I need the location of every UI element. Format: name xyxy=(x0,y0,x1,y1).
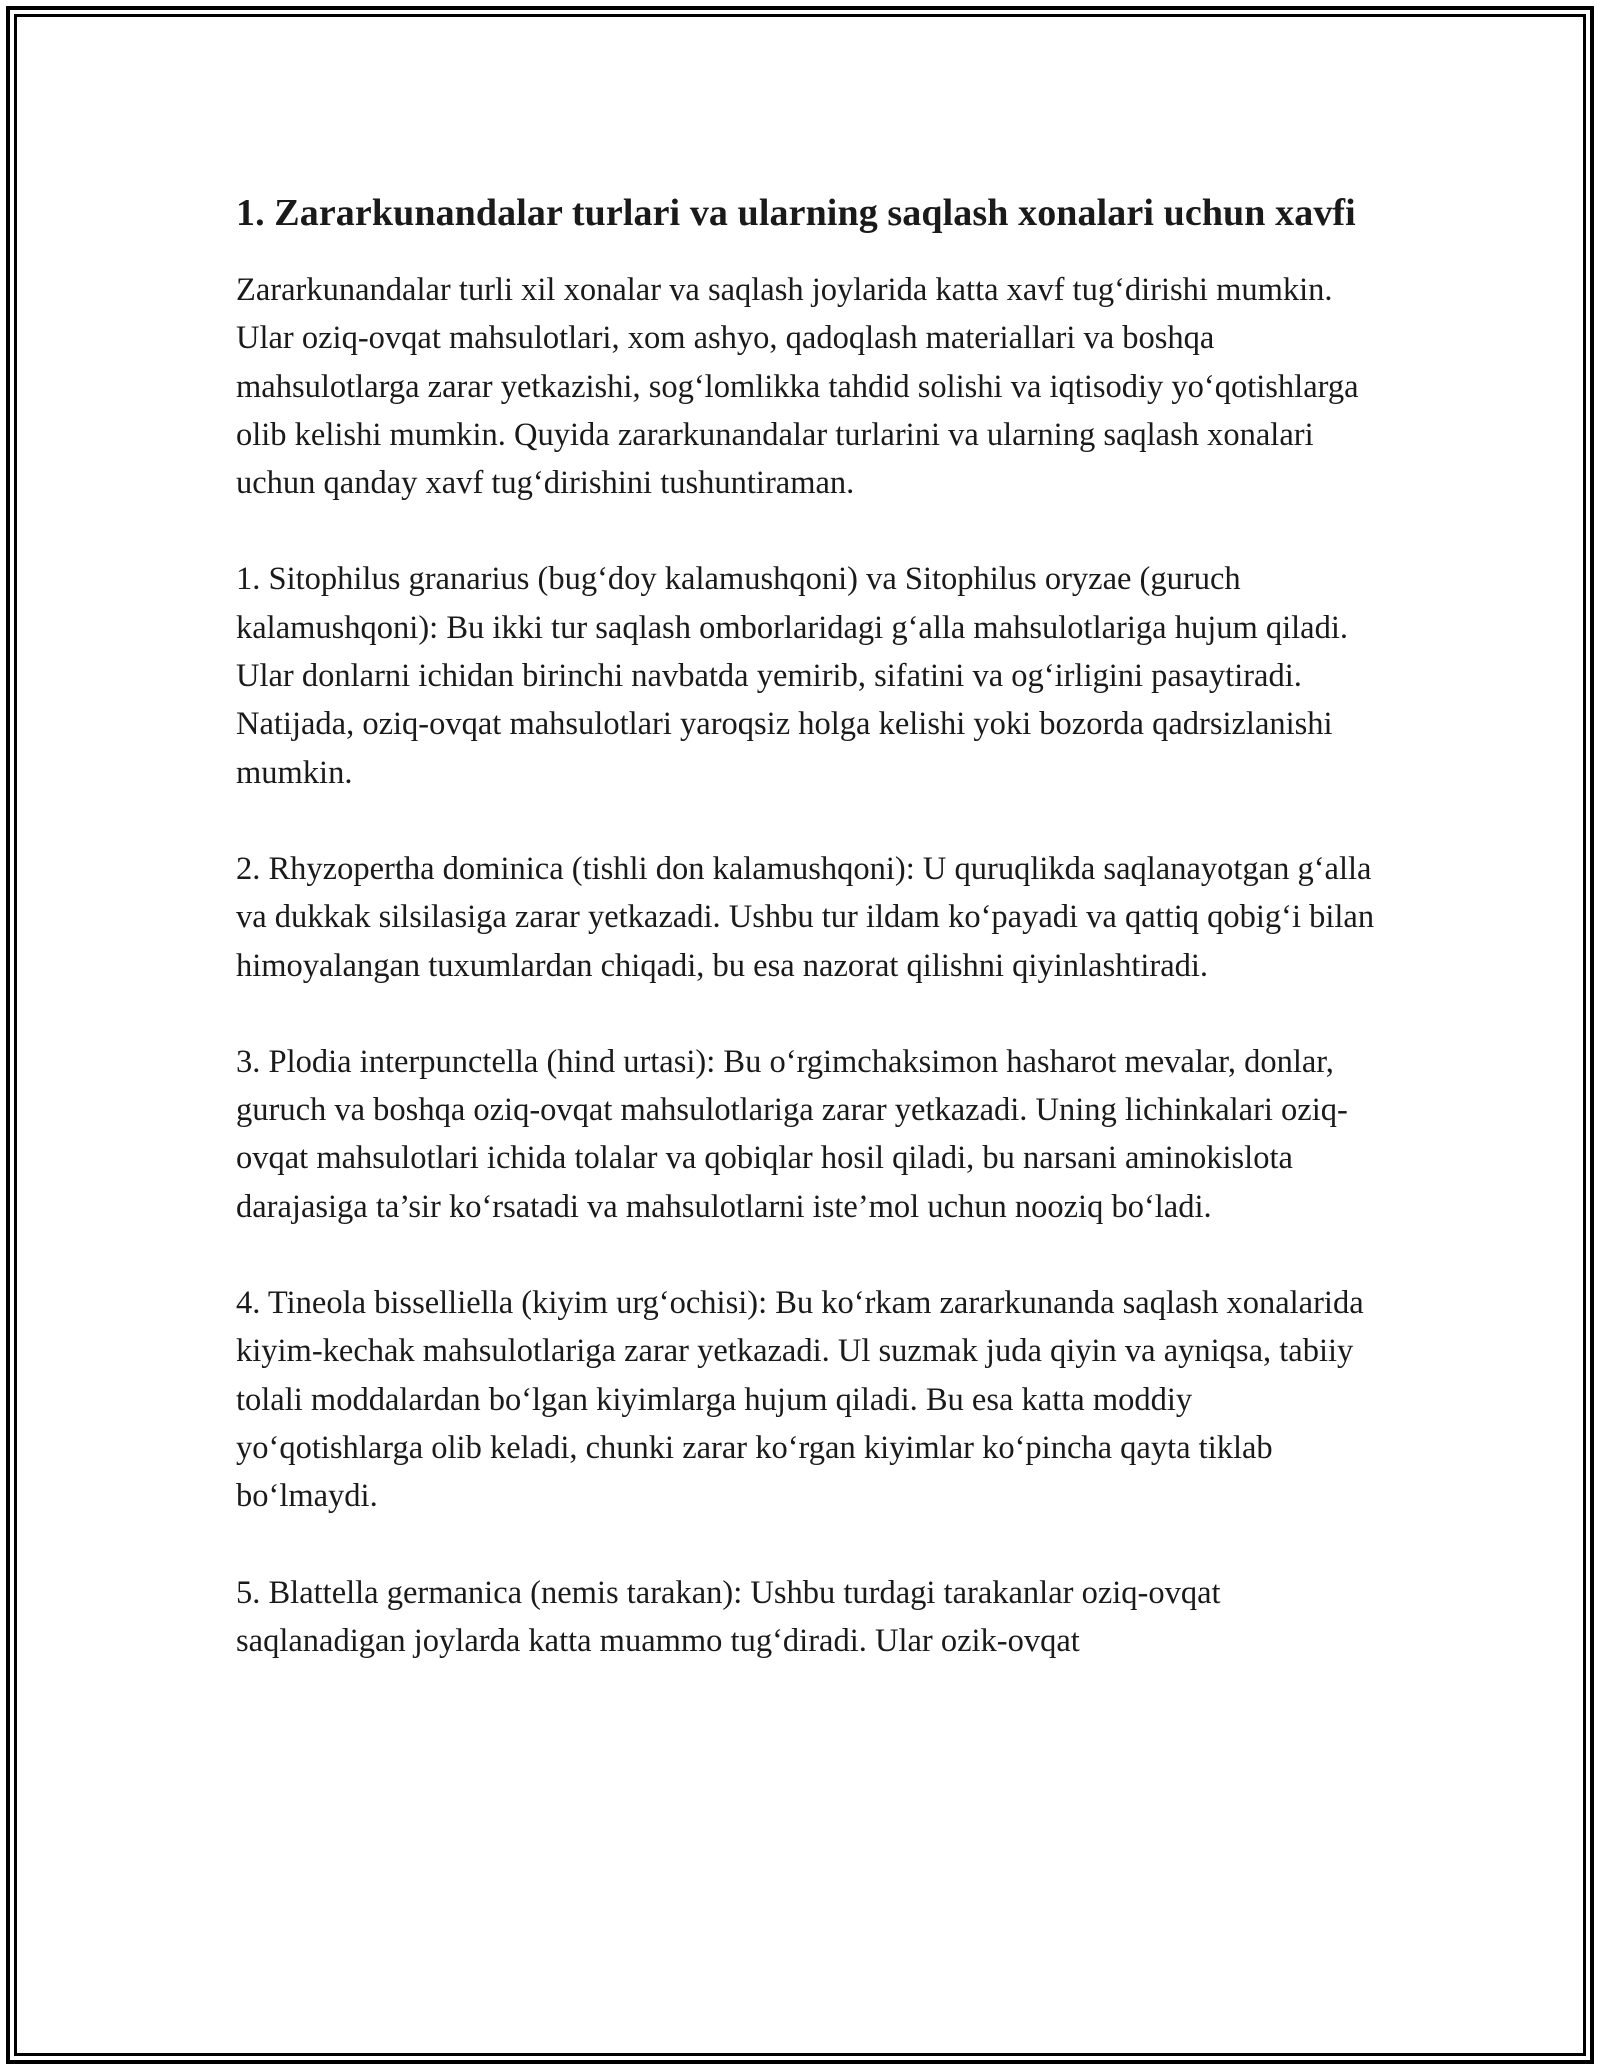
pest-item-1: 1. Sitophilus granarius (bug‘doy kalamushqoni) va Sitophilus oryzae (guruch kalamushqoni): Bu ikki tur saqlash omborlaridagi g‘alla mahsulotlariga hujum qiladi. Ular donlarni ichidan birinchi navbatda yemirib, sifatini va og‘irligini pasaytiradi. Natijada, oziq-ovqat mahsulotlari yaroqsiz holga kelishi yoki bozorda qadrsizlanishi mumkin. xyxy=(236,561,1349,791)
pest-item-4: 4. Tineola bisselliella (kiyim urg‘ochisi): Bu ko‘rkam zararkunanda saqlash xonalarida kiyim-kechak mahsulotlariga zarar yetkazadi. Ul suzmak juda qiyin va ayniqsa, tabiiy tolali moddalardan bo‘lgan kiyimlarga hujum qiladi. Bu esa katta moddiy yo‘qotishlarga olib keladi, chunki zarar ko‘rgan kiyimlar ko‘pincha qayta tiklab bo‘lmaydi. xyxy=(236,1285,1364,1515)
pest-item-2: 2. Rhyzopertha dominica (tishli don kalamushqoni): U quruqlikda saqlanayotgan g‘alla va dukkak silsilasiga zarar yetkazadi. Ushbu tur ildam ko‘payadi va qattiq qobig‘i bilan himoyalangan tuxumlardan chiqadi, bu esa nazorat qilishni qiyinlashtiradi. xyxy=(236,850,1375,984)
intro-paragraph: Zararkunandalar turli xil xonalar va saqlash joylarida katta xavf tug‘dirishi mumkin. Ular oziq-ovqat mahsulotlari, xom ashyo, qadoqlash materiallari va boshqa mahsulotlarga zarar yetkazishi, sog‘lomlikka tahdid solishi va iqtisodiy yo‘qotishlarga olib kelishi mumkin. Quyida zararkunandalar turlarini va ularning saqlash xonalari uchun qanday xavf tug‘dirishini tushuntiraman. xyxy=(236,272,1359,502)
pest-item-5: 5. Blattella germanica (nemis tarakan): Ushbu turdagi tarakanlar oziq-ovqat saqlanadigan joylarda katta muammo tug‘diradi. Ular ozik-ovqat xyxy=(236,1574,1221,1659)
pest-item-3: 3. Plodia interpunctella (hind urtasi): Bu o‘rgimchaksimon hasharot mevalar, donlar, guruch va boshqa oziq-ovqat mahsulotlariga zarar yetkazadi. Uning lichinkalari oziq-ovqat mahsulotlari ichida tolalar va qobiqlar hosil qiladi, bu narsani aminokislota darajasiga ta’sir ko‘rsatadi va mahsulotlarni iste’mol uchun nooziq bo‘ladi. xyxy=(236,1043,1348,1225)
document-body xyxy=(236,186,1376,1665)
section-heading: 1. Zararkunandalar turlari va ularning saqlash xonalari uchun xavfi xyxy=(236,192,1356,234)
